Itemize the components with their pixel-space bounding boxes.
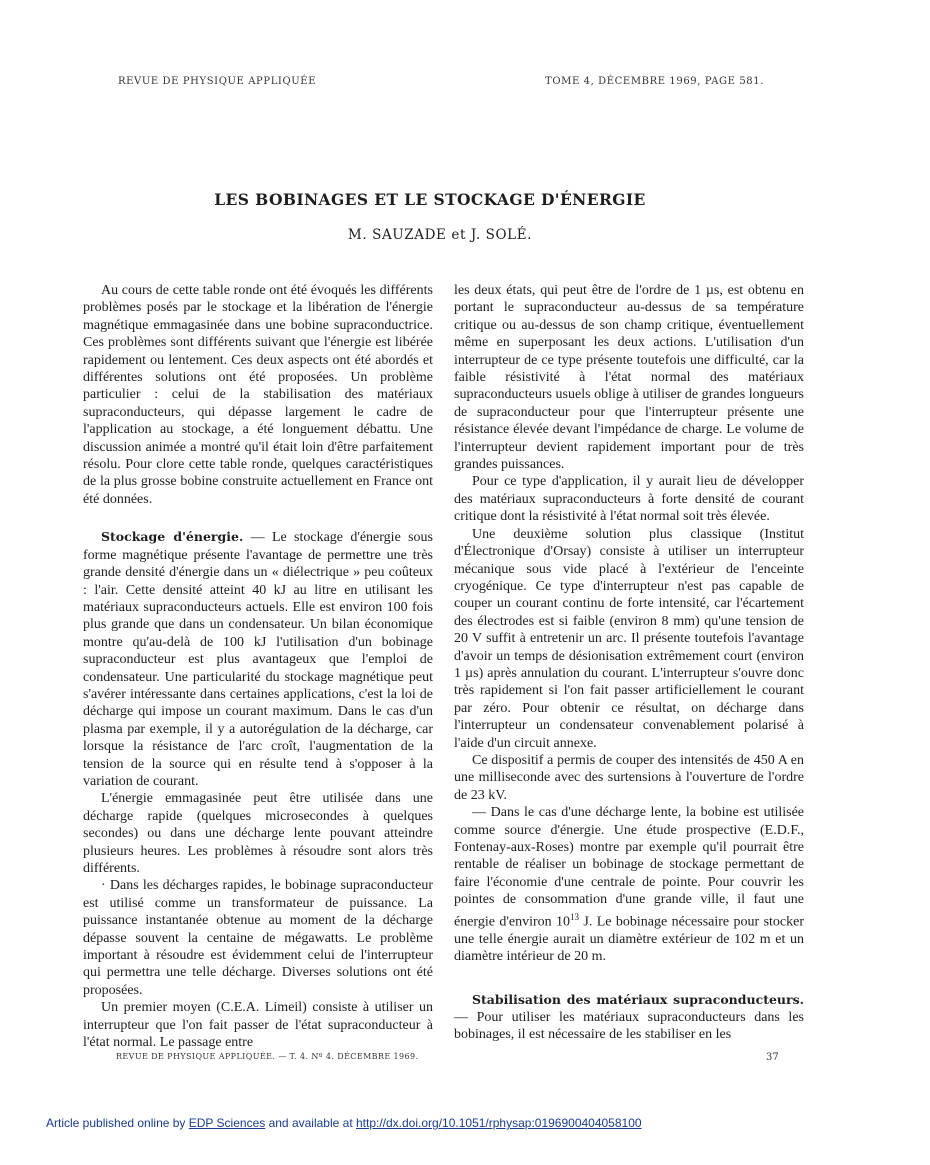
section-stabilisation-text: — Pour utiliser les matériaux supraconducteurs dans les bobinages, il est nécessaire de les stabiliser en les <box>454 1009 804 1043</box>
exponent: 13 <box>570 911 580 922</box>
footer-citation: REVUE DE PHYSIQUE APPLIQUÉE. — T. 4. Nº 4. DÉCEMBRE 1969. <box>116 1052 419 1061</box>
paragraph-dispositif: Ce dispositif a permis de couper des intensités de 450 A en une milliseconde avec des surtensions à l'ouverture de l'ordre de 23 kV. <box>454 752 804 803</box>
doi-link[interactable]: http://dx.doi.org/10.1051/rphysap:0196900404058100 <box>355 1116 642 1130</box>
section-heading-stockage: Stockage d'énergie. <box>101 529 244 545</box>
paragraph-type-application: Pour ce type d'application, il y aurait lieu de développer des matériaux supraconducteurs à forte densité de courant critique dont la résistivité à l'état normal soit très élevée. <box>454 474 804 525</box>
article-authors: M. SAUZADE et J. SOLÉ. <box>347 227 533 243</box>
paragraph-deux-etats: les deux états, qui peut être de l'ordre de 1 µs, est obtenu en portant le supraconducteur au-dessus de sa température critique ou au-dessus de son champ critique, éventuellement même en superposant les deux actions. L'utilisation d'un interrupteur de ce type présente toutefois une difficulté, car la faible résistivité à l'état normal des matériaux supraconducteurs usuels oblige à utiliser de grandes longueurs de supraconducteur pour que l'interrupteur présente une résistance élevée devant l'impédance de charge. Le volume de l'interrupteur devient rapidement important pour de très grandes puissances. <box>454 283 804 473</box>
article-title: LES BOBINAGES ET LE STOCKAGE D'ÉNERGIE <box>214 190 646 209</box>
decharge-lente-text: — Dans le cas d'une décharge lente, la bobine est utilisée comme source d'énergie. Une étude prospective (E.D.F., Fontenay-aux-Roses) montre par exemple qu'il pourrait être rentable de réaliser un bobinage de stockage permettant de faire l'économie d'une centrale de pointe. Pour couvrir les pointes de consommation d'une grande ville, il faut une énergie d'environ 10 <box>454 805 804 930</box>
publisher-link[interactable]: EDP Sciences <box>188 1116 266 1130</box>
page-number: 37 <box>766 1052 779 1063</box>
paragraph-decharge-lente <box>454 804 804 965</box>
right-column <box>454 282 804 1044</box>
section-heading-stabilisation: Stabilisation des matériaux supraconducteurs. <box>472 991 804 1007</box>
section-stabilisation-paragraph <box>454 991 804 1044</box>
left-column <box>83 282 433 1051</box>
paragraph-premier-moyen: Un premier moyen (C.E.A. Limeil) consiste à utiliser un interrupteur que l'on fait passer de l'état supraconducteur à l'état normal. Le passage entre <box>83 1000 433 1051</box>
running-head-issue: TOME 4, DÉCEMBRE 1969, PAGE 581. <box>545 76 764 87</box>
publication-middle: and available at <box>265 1116 356 1130</box>
publication-prefix: Article published online by <box>46 1116 189 1130</box>
publication-notice <box>46 1116 642 1130</box>
paragraph-decharges-rapides: · Dans les décharges rapides, le bobinage supraconducteur est utilisé comme un transformateur de puissance. La puissance instantanée obtenue au moment de la décharge dépasse souvent la centaine de mégawatts. Le problème important à résoudre est évidemment celui de l'interrupteur qui permettra une telle décharge. Diverses solutions ont été proposées. <box>83 878 433 998</box>
paragraph-deuxieme-solution: Une deuxième solution plus classique (Institut d'Électronique d'Orsay) consiste à utiliser un interrupteur mécanique sous vide placé à l'extérieur de l'enceinte cryogénique. Ce type d'interrupteur n'est pas capable de couper un courant continu de forte intensité, car l'écartement des électrodes est si faible (environ 8 mm) qu'une tension de 20 V suffit à entretenir un arc. Il présente toutefois l'avantage d'avoir un temps de désionisation extrêmement court (environ 1 µs) après annulation du courant. L'interrupteur s'ouvre donc très rapidement si l'on fait passer artificiellement le courant par zéro. Pour obtenir ce résultat, on décharge dans l'interrupteur un condensateur convenablement polarisé à l'aide d'un circuit annexe. <box>454 526 804 751</box>
decharge-lente-text-end: J. Le bobinage nécessaire pour stocker une telle énergie aurait un diamètre extérieur de 102 m et un diamètre intérieur de 20 m. <box>454 914 804 965</box>
paragraph-energie-utilisee: L'énergie emmagasinée peut être utilisée dans une décharge rapide (quelques microsecondes à quelques secondes) ou dans une décharge lente pouvant atteindre plusieurs heures. Les problèmes à résoudre sont alors très différents. <box>83 791 433 876</box>
intro-paragraph: Au cours de cette table ronde ont été évoqués les différents problèmes posés par le stockage et la libération de l'énergie magnétique emmagasinée dans une bobine supraconductrice. Ces problèmes sont différents suivant que l'énergie est libérée rapidement ou lentement. Ces deux aspects ont été abordés et différentes solutions ont été proposées. Un problème particulier : celui de la stabilisation des matériaux supraconducteurs, qui dépasse largement le cadre de l'application au stockage, a été longuement débattu. Une discussion animée a montré qu'il était loin d'être parfaitement résolu. Pour clore cette table ronde, quelques caractéristiques de la plus grosse bobine construite actuellement en France ont été données. <box>83 283 433 507</box>
section-stockage-paragraph <box>83 528 433 790</box>
running-head-journal: REVUE DE PHYSIQUE APPLIQUÉE <box>118 76 317 87</box>
section-stockage-text: — Le stockage d'énergie sous forme magnétique présente l'avantage de permettre une très grande densité d'énergie dans un « diélectrique » peu coûteux : l'air. Cette densité atteint 40 kJ au litre en utilisant les matériaux supraconducteurs actuels. Elle est environ 100 fois plus grande que dans un condensateur. Un bilan économique montre qu'au-delà de 100 kJ l'utilisation d'un bobinage supraconducteur est plus avantageux que l'emploi de condensateur. Une particularité du stockage magnétique peut s'avérer intéressante dans certaines applications, c'est la loi de décharge qui impose un courant maximum. Dans le cas d'un plasma par exemple, il y a autorégulation de la décharge, car lorsque la résistance de l'arc croît, l'augmentation de la tension de la source qui en résulte tend à s'opposer à la variation de courant. <box>83 530 433 789</box>
